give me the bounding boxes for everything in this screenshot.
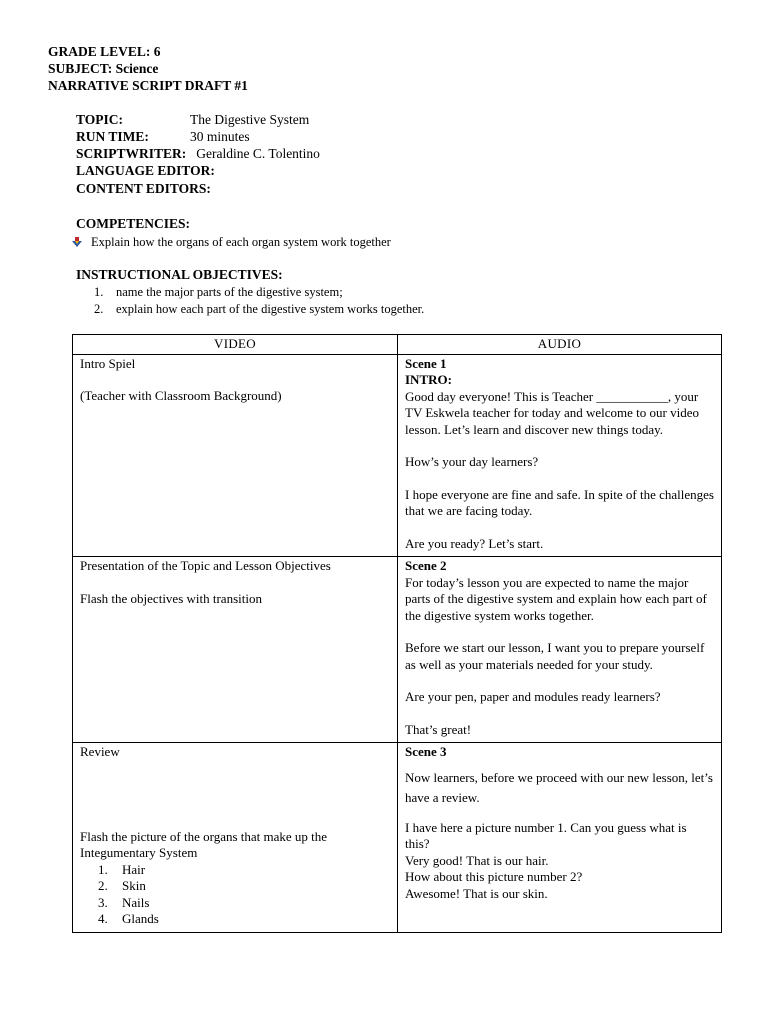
language-editor-label: LANGUAGE EDITOR:: [76, 163, 215, 178]
script-table: [72, 334, 722, 933]
objective-item: 2. explain how each part of the digestive system works together.: [94, 302, 425, 316]
audio-cell: Scene 2 For today’s lesson you are expected to name the major parts of the digestive system and explain how each part of the digestive system works together. Before we start our lesson, I want you to prepare yourself as well as your materials needed for your study. Are your pen, paper and modules ready learners? That’s great!: [398, 557, 722, 743]
video-cell: Intro Spiel (Teacher with Classroom Background): [73, 354, 398, 557]
list-item: 1. Hair: [98, 861, 146, 877]
list-item: 2. Skin: [98, 878, 146, 893]
objectives-list: [94, 284, 424, 318]
subject: SUBJECT: Science: [48, 61, 159, 76]
competency-item: [72, 235, 391, 250]
scene-label: Scene 1: [405, 355, 447, 371]
runtime-label: RUN TIME:: [76, 129, 149, 144]
topic-value: The Digestive System: [190, 112, 310, 127]
audio-column-header: AUDIO: [398, 335, 722, 355]
scriptwriter-label: SCRIPTWRITER:: [76, 146, 187, 161]
grade-level: GRADE LEVEL: 6: [48, 44, 161, 59]
competencies-heading: COMPETENCIES:: [76, 216, 191, 231]
list-item: 4. Glands: [98, 911, 159, 926]
runtime-value: 30 minutes: [190, 129, 250, 144]
list-item: 3. Nails: [98, 894, 150, 910]
language-editor-row: [76, 162, 215, 179]
audio-cell: Scene 1 INTRO: Good day everyone! This is Teacher ___________, your TV Eskwela teacher for today and welcome to our video lesson. Let’s learn and discover new things today. How’s your day learners? I hope everyone are fine and safe. In spite of the challenges that we are facing today. Are you ready? Let’s start.: [398, 354, 722, 557]
video-cell: Presentation of the Topic and Lesson Objectives Flash the objectives with transition: [73, 557, 398, 743]
objective-item: 1. name the major parts of the digestive system;: [94, 285, 343, 299]
table-row: [73, 557, 722, 743]
scene-label: Scene 3: [405, 744, 447, 759]
scriptwriter-row: [76, 145, 320, 162]
objectives-heading: INSTRUCTIONAL OBJECTIVES:: [76, 267, 283, 282]
arrow-bullet-icon: [72, 237, 82, 247]
video-column-header: VIDEO: [73, 335, 398, 355]
scene-label: Scene 2: [405, 558, 447, 573]
topic-row: [76, 111, 310, 128]
table-header-row: [73, 335, 722, 355]
content-editors-label: CONTENT EDITORS:: [76, 181, 211, 196]
runtime-row: [76, 128, 250, 145]
table-row: [73, 354, 722, 557]
topic-label: TOPIC:: [76, 112, 124, 127]
intro-label: INTRO:: [405, 372, 452, 387]
scriptwriter-value: Geraldine C. Tolentino: [196, 146, 320, 161]
organ-list: [80, 862, 390, 928]
competency-text: Explain how the organs of each organ system work together: [91, 235, 391, 249]
content-editors-row: [76, 180, 211, 197]
audio-cell: Scene 3 Now learners, before we proceed with our new lesson, let’s have a review. I have here a picture number 1. Can you guess what is this? Very good! That is our hair. How about this picture number 2? Awesome! That is our skin.: [398, 743, 722, 933]
video-cell: Review Flash the picture of the organs that make up the Integumentary System 1. Hair 2. Skin 3. Nails 4. Glands: [73, 743, 398, 933]
table-row: [73, 743, 722, 933]
document-title: NARRATIVE SCRIPT DRAFT #1: [48, 78, 248, 93]
